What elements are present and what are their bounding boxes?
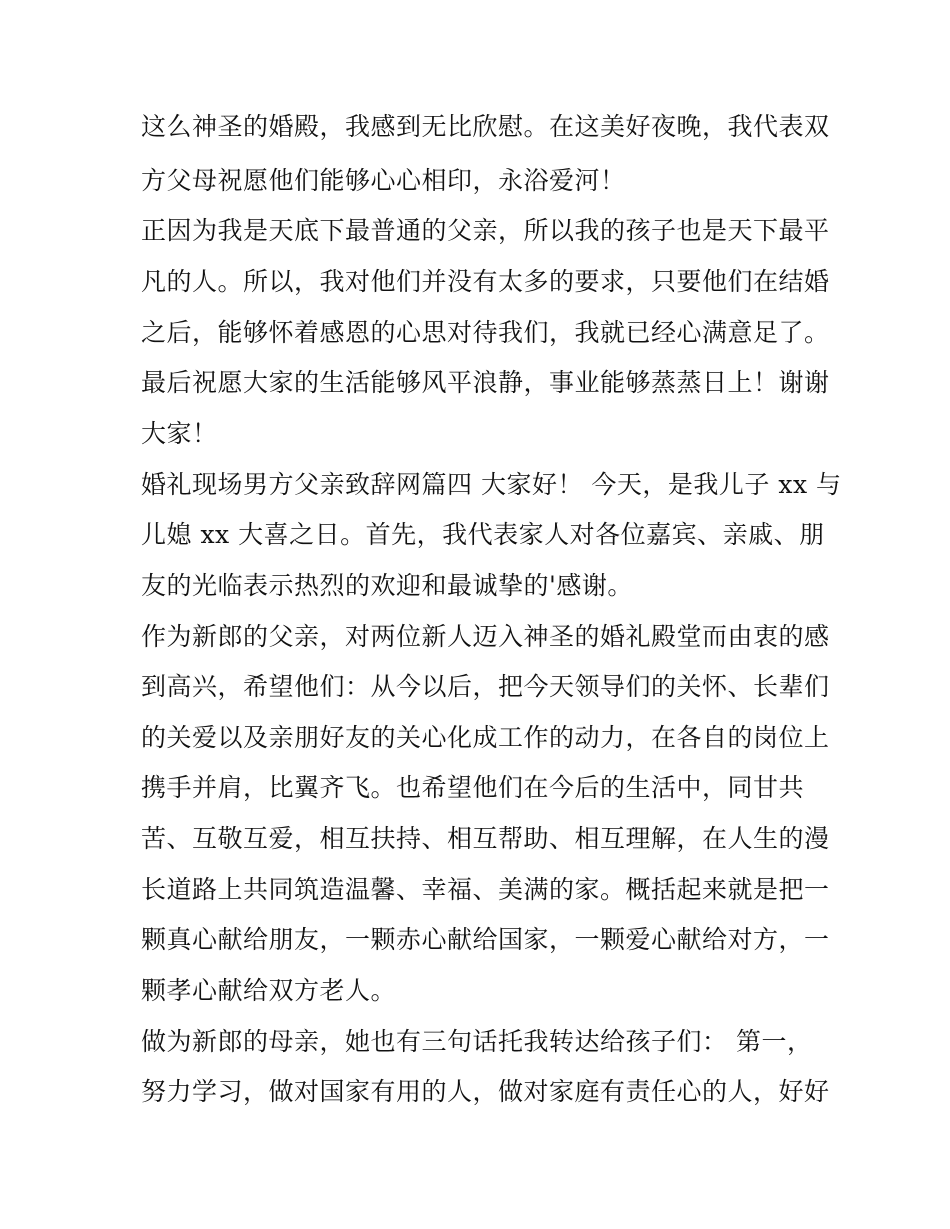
text-line: 作为新郎的父亲，对两位新人迈入神圣的婚礼殿堂而由衷的感 bbox=[141, 622, 830, 651]
text-line: 正因为我是天底下最普通的父亲，所以我的孩子也是天下最平 bbox=[141, 216, 830, 245]
text-line: 颗真心献给朋友，一颗赤心献给国家，一颗爱心献给对方，一 bbox=[141, 925, 830, 954]
text-line: 儿媳 xx 大喜之日。首先，我代表家人对各位嘉宾、亲戚、朋 bbox=[141, 520, 825, 549]
text-line: 最后祝愿大家的生活能够风平浪静，事业能够蒸蒸日上！谢谢 bbox=[141, 368, 830, 397]
text-line: 这么神圣的婚殿，我感到无比欣慰。在这美好夜晚，我代表双 bbox=[141, 112, 830, 141]
text-line: 方父母祝愿他们能够心心相印，永浴爱河！ bbox=[141, 166, 626, 195]
text-line: 到高兴，希望他们：从今以后，把今天领导们的关怀、长辈们 bbox=[141, 672, 830, 701]
text-line: 凡的人。所以，我对他们并没有太多的要求，只要他们在结婚 bbox=[141, 267, 830, 296]
text-line: 携手并肩，比翼齐飞。也希望他们在今后的生活中，同甘共 bbox=[141, 773, 805, 802]
text-line: 之后，能够怀着感恩的心思对待我们，我就已经心满意足了。 bbox=[141, 318, 830, 347]
text-line: 友的光临表示热烈的欢迎和最诚挚的'感谢。 bbox=[141, 571, 633, 600]
text-line: 大家！ bbox=[141, 419, 218, 448]
text-line: 做为新郎的母亲，她也有三句话托我转达给孩子们： 第一， bbox=[141, 1027, 813, 1056]
text-line: 苦、互敬互爱，相互扶持、相互帮助、相互理解，在人生的漫 bbox=[141, 824, 830, 853]
text-line: 努力学习，做对国家有用的人，做对家庭有责任心的人，好好 bbox=[141, 1077, 830, 1106]
text-line: 的关爱以及亲朋好友的关心化成工作的动力，在各自的岗位上 bbox=[141, 723, 830, 752]
text-line: 颗孝心献给双方老人。 bbox=[141, 976, 397, 1005]
text-line: 婚礼现场男方父亲致辞网篇四 大家好！ 今天，是我儿子 xx 与 bbox=[141, 470, 842, 499]
text-line: 长道路上共同筑造温馨、幸福、美满的家。概括起来就是把一 bbox=[141, 875, 830, 904]
